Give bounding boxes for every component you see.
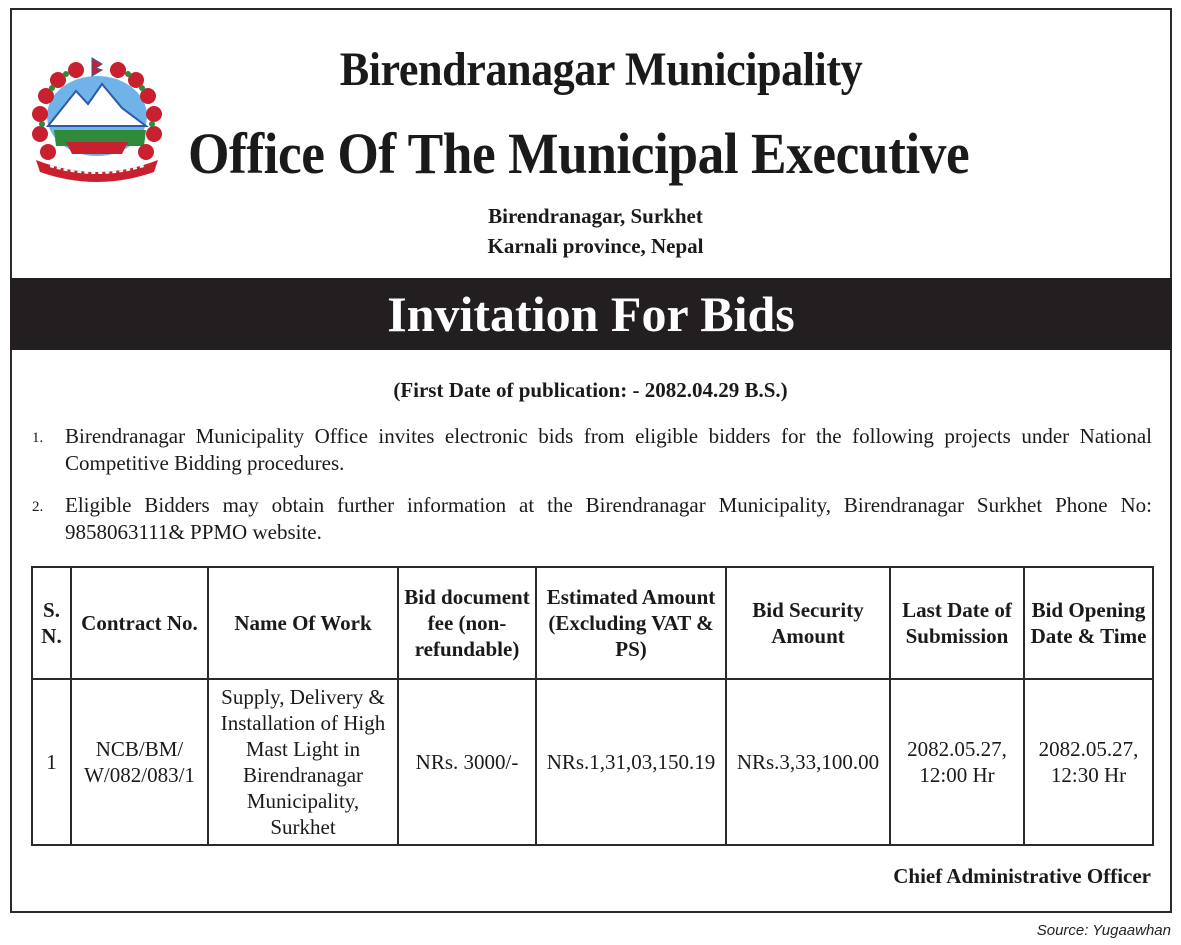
col-header-name-of-work: Name Of Work	[208, 567, 398, 679]
table-row	[32, 679, 1153, 845]
cell-bid-fee: NRs. 3000/-	[398, 679, 536, 845]
cell-estimated-amount: NRs.1,31,03,150.19	[536, 679, 726, 845]
paragraph-number: 1.	[32, 430, 44, 446]
cell-opening-date: 2082.05.27, 12:30 Hr	[1024, 679, 1153, 845]
cell-sn: 1	[32, 679, 71, 845]
cell-contract-no: NCB/BM/ W/082/083/1	[71, 679, 208, 845]
municipality-title: Birendranagar Municipality	[339, 43, 862, 96]
cell-last-date: 2082.05.27, 12:00 Hr	[890, 679, 1024, 845]
office-title: Office Of The Municipal Executive	[188, 121, 970, 186]
paragraph-2	[32, 492, 1152, 546]
address-line-2: Karnali province, Nepal	[487, 234, 704, 258]
cell-name-of-work: Supply, Delivery & Installation of High Mast Light in Birendranagar Municipality, Surkhet	[208, 679, 398, 845]
paragraph-text: Eligible Bidders may obtain further information at the Birendranagar Municipality, Birendranagar Surkhet Phone No: 9858063111& PPMO website.	[65, 493, 1152, 544]
col-header-estimated-amount: Estimated Amount (Excluding VAT & PS)	[536, 567, 726, 679]
signatory: Chief Administrative Officer	[893, 864, 1151, 888]
col-header-contract-no: Contract No.	[71, 567, 208, 679]
publication-date: (First Date of publication: - 2082.04.29 B.S.)	[393, 378, 788, 402]
invitation-banner: Invitation For Bids	[10, 278, 1172, 350]
cell-bid-security: NRs.3,33,100.00	[726, 679, 890, 845]
bids-table	[31, 566, 1154, 846]
table-header-row	[32, 567, 1153, 679]
col-header-bid-security: Bid Security Amount	[726, 567, 890, 679]
source-credit: Source: Yugaawhan	[1036, 922, 1171, 939]
address-line-1: Birendranagar, Surkhet	[488, 204, 703, 228]
col-header-last-date: Last Date of Submission	[890, 567, 1024, 679]
col-header-opening-date: Bid Opening Date & Time	[1024, 567, 1153, 679]
paragraph-text: Birendranagar Municipality Office invites electronic bids from eligible bidders for the following projects under National Competitive Bidding procedures.	[65, 424, 1152, 475]
col-header-sn: S. N.	[32, 567, 71, 679]
paragraph-number: 2.	[32, 499, 44, 515]
col-header-bid-fee: Bid document fee (non-refundable)	[398, 567, 536, 679]
paragraph-1	[32, 423, 1152, 477]
